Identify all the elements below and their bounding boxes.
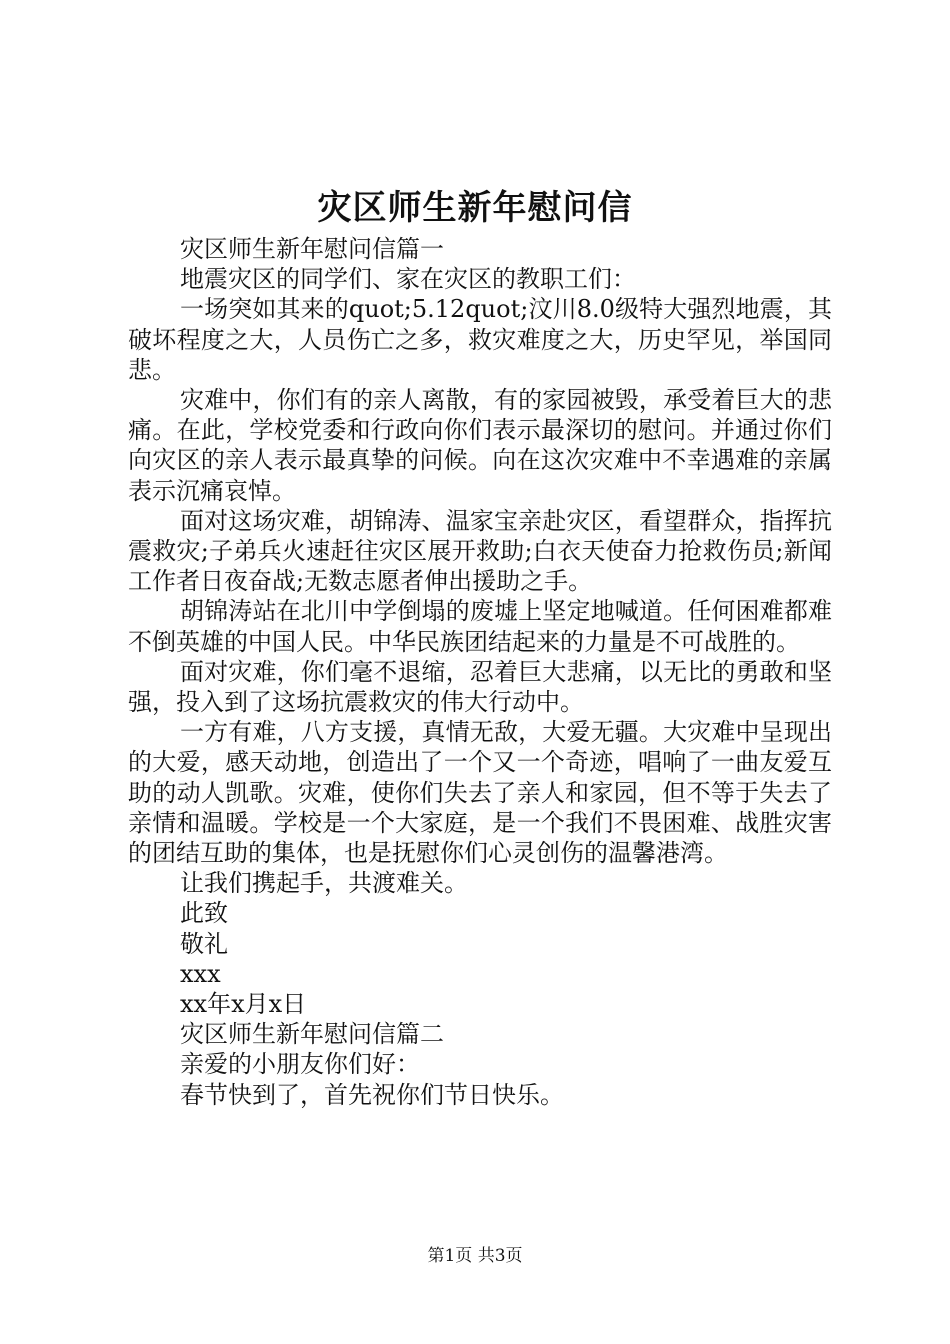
closing-line: 让我们携起手，共渡难关。 — [180, 869, 468, 898]
section-2-first-line: 春节快到了，首先祝你们节日快乐。 — [180, 1080, 564, 1109]
salutation-1: 此致 — [180, 899, 228, 928]
greeting-2: 亲爱的小朋友你们好： — [180, 1050, 420, 1079]
greeting-1: 地震灾区的同学们、家在灾区的教职工们： — [180, 265, 636, 294]
section-heading-2: 灾区师生新年慰问信篇二 — [180, 1020, 444, 1049]
paragraph-1: 一场突如其来的quot;5.12quot;汶川8.0级特大强烈地震，其破坏程度之大，人员伤亡之多，救灾难度之大，历史罕见，举国同悲。 — [128, 295, 832, 384]
paragraph-5: 面对灾难，你们毫不退缩，忍着巨大悲痛，以无比的勇敢和坚强，投入到了这场抗震救灾的伟大行动中。 — [128, 657, 832, 717]
paragraph-2: 灾难中，你们有的亲人离散，有的家园被毁，承受着巨大的悲痛。在此，学校党委和行政向你们表示最深切的慰问。并通过你们向灾区的亲人表示最真挚的问候。向在这次灾难中不幸遇难的亲属表示沉痛哀悼。 — [128, 386, 832, 505]
document-title: 灾区师生新年慰问信 — [317, 188, 633, 228]
paragraph-4: 胡锦涛站在北川中学倒塌的废墟上坚定地喊道。任何困难都难不倒英雄的中国人民。中华民族团结起来的力量是不可战胜的。 — [128, 597, 832, 656]
signature: xxx — [180, 959, 221, 988]
salutation-2: 敬礼 — [180, 929, 228, 958]
page-indicator: 第1页 共3页 — [427, 1246, 523, 1266]
section-heading-1: 灾区师生新年慰问信篇一 — [180, 235, 444, 263]
paragraph-6: 一方有难，八方支援，真情无敌，大爱无疆。大灾难中呈现出的大爱，感天动地，创造出了一个又一个奇迹，唱响了一曲友爱互助的动人凯歌。灾难，使你们失去了亲人和家园，但不等于失去了亲情和温暖。学校是一个大家庭，是一个我们不畏困难、战胜灾害的团结互助的集体，也是抚慰你们心灵创伤的温馨港湾。 — [128, 718, 832, 868]
paragraph-3: 面对这场灾难，胡锦涛、温家宝亲赴灾区，看望群众，指挥抗震救灾;子弟兵火速赶往灾区展开救助;白衣天使奋力抢救伤员;新闻工作者日夜奋战;无数志愿者伸出援助之手。 — [128, 506, 832, 596]
document-body — [128, 234, 832, 1110]
date: xx年x月x日 — [180, 990, 307, 1019]
